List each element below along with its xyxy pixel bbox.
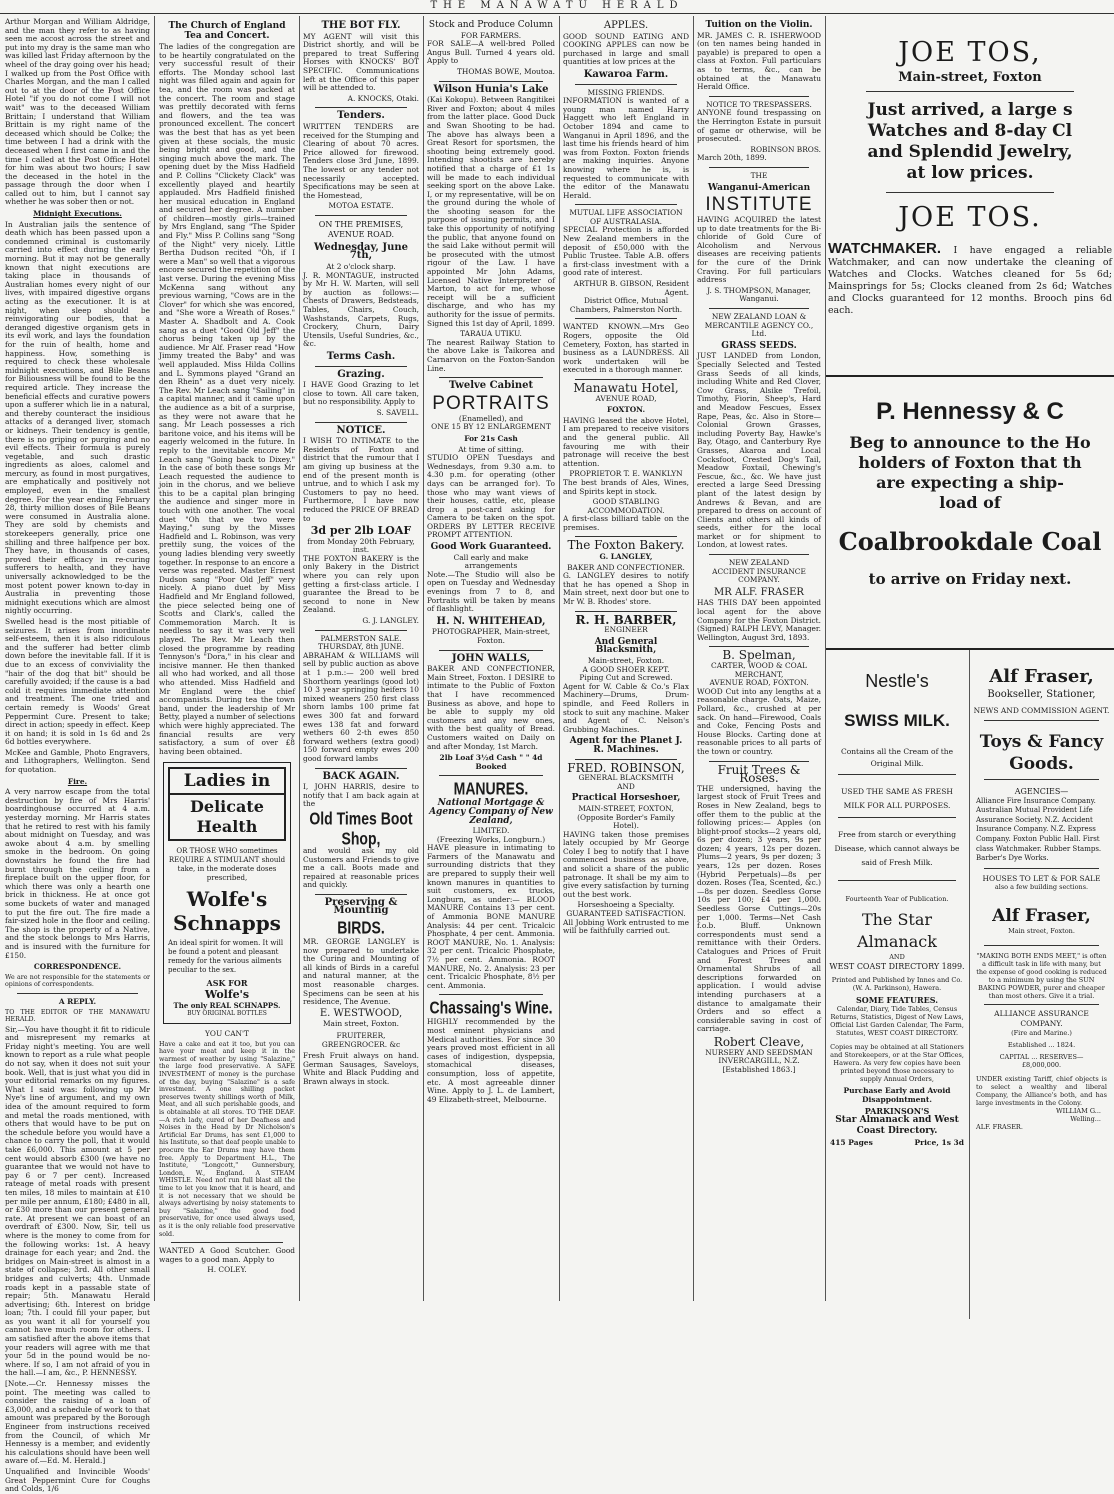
church-text: The ladies of the congregation are to be heartily congratulated on the very successful result of their efforts. The Monday school last night was filled again and again for tea, and the room was packed at the concert. The room and stage was prettily decorated with ferns and flowers, and the tea was pronounced excellent. The concert was the best that has as yet been given at these socials, the music being bright and good, and the singing much above the mark. The opening duet by the Miss Hadfield and P. Collins "Clickety Clack" was excellently played and heartily applauded. Mrs Hadfield finished her musical education in England and secured her degree. A number of children—mostly girls—trained by Mrs England, sang "The Spider and Fly." Miss P. Collins sang "Song of the Night" very nicely. Little Bertha Dudson recited "Oh, if I were a Man" so well that a vigorous encore secured the repetition of the last verse. During the evening Miss McKenna sang without any previous warning, "Cows are in the Clover" for which she was encored, and "She wore a Wreath of Roses." Master A. Shadbolt and A. Cook sang as a duet "Good Old Jeff" the chorus being taken up by the audience. Mr Alf. Fraser read "How Jimmy treated the Baby" and was well applauded. Miss Hilda Collins and L. Symmons played "Grand an den Rhein" as a duet very nicely. The Rev. Mr Leach sang "Sailing" in a capital manner, and it came upon the audience as a bit of a surprise, as they were not aware that he sang. Mr Leach possesses a rich baritone voice, and his items will be eagerly welcomed in the future. In reply to the inevitable encore Mr Leach sang "Going back to Dixey." In the case of both these songs Mr Leach requested the audience to join in the chorus, and we believe this to be a capital plan bringing the audience and singer more in touch with one another. The vocal duet "Oh that we two were Maying," sung by the Misses Hadfield and L. Robinson, was very prettily sung, the voices of the young ladies blending very sweetly together. In response to an encore a verse was repeated. Master Ernest Dudson sang "Poor Old Jeff" very nicely. A piano duet by Miss Hadfield and Mr England followed, the piece selected being one of Scotts and Clark's, called the Commemoration March. It is needless to say it was very well played. The Rev. Mr Leach then closed the programme by reading Tennyson's "Dora," in his clear and incisive manner. He then thanked all who had worked, and all those who attended. Miss Hadfield and Mr England were the chief accompanists. During tea the town band, under the leadership of Mr Betty, played a number of selections which were highly appreciated. The financial results are very satisfactory, a sum of over £8 having been obtained. xyxy=(159,42,295,756)
star-almanack-2: Star Almanack and West Coast Directory. xyxy=(835,1115,959,1137)
bookseller: Bookseller, Stationer, xyxy=(987,689,1096,700)
expecting: are expecting a ship- xyxy=(876,473,1064,492)
district-office: District Office, Mutual Chambers, Palmerston North. xyxy=(569,296,683,314)
cream-text: Contains all the Cream of the Original Milk. xyxy=(840,747,954,768)
robinson-text: HAVING taken those premises lately occupied by Mr George Coley I beg to notify that I have commenced business as above, and solicit a share of the public patronage. It shall be my aim to give every satisfaction by turning out the best work. xyxy=(563,829,689,899)
swelled-text: Swelled head is the most pitiable of seizures. It arises from inordinate self-esteem, then it is also ridiculous and the sufferer had better climb down before the inevitable fall. If it is due to an excess of conviviality the "hair of the dog that bit" should be carefully avoided; if the cause is a bad cold it requires immediate attention and treatment. The one tried and certain remedy is Woods' Great Peppermint Cure. Present to take; direct in action; speedy in effect. Keep it on hand; it is sold in 1s 6d and 2s 6d bottles everywhere. xyxy=(5,616,150,747)
houses: HOUSES TO LET & FOR SALE xyxy=(982,873,1101,883)
portraits-title: PORTRAITS xyxy=(432,392,550,414)
agencies: AGENCIES— xyxy=(1014,787,1069,796)
swiss-milk: SWISS MILK. xyxy=(844,711,950,730)
institute-title: INSTITUTE xyxy=(705,194,813,216)
ladies-title: Ladies in xyxy=(168,767,286,795)
old-times-title: Old Times Boot Shop, xyxy=(309,807,413,848)
load-of: load of xyxy=(939,493,1001,512)
used-text: USED THE SAME AS FRESH MILK FOR ALL PURPOSES. xyxy=(841,787,953,810)
march-date: March 20th, 1899. xyxy=(697,153,767,163)
manures-text: HAVE pleasure in intimating to Farmers of the Manawatu and surrounding districts that they are prepared to supply their well known manures in quantities to suit customers, ex trucks, Longburn, as under:— BLOOD MANURE Contains 13 per cent. of Ammonia BONE MANURE Analysis: 44 per cent. Tricalcic Phosphate, 4 per cent. Ammonia. ROOT MANURE, No. 1. Analysis: 32 per cent. Tricalcic Phosphate, 7½ per cent. Ammonia. ROOT MANURE, No. 2. Analysis: 23 per cent. Tricalcic Phosphate, 8½ per cent. Ammonia. xyxy=(427,843,555,990)
allwork-text: All Jobbing Work entrusted to me will be faithfully carried out. xyxy=(563,917,689,936)
the: THE xyxy=(750,170,768,180)
piping: Piping Cut and Screwed. xyxy=(579,673,673,683)
wanklyn-sig: PROPRIETOR T. E. WANKLYN xyxy=(569,469,683,479)
botfly-text: MY AGENT will visit this District shortly, and will be prepared to treat Suffering Horses with KNOCKS' BOT SPECIFIC. Communications left at the Office of this paper will be attended to. xyxy=(303,31,419,93)
notice-heading: NOTICE. xyxy=(336,424,386,436)
coley-sig: H. COLEY. xyxy=(207,1265,247,1275)
reply-to: TO THE EDITOR OF THE MANAWATU HERALD. xyxy=(5,1008,150,1024)
grazing-text: I HAVE Good Grazing to let close to town. All care taken, but no responsibility. Apply to xyxy=(303,380,419,407)
ideal-text: An ideal spirit for women. It will be found a potent and pleasant remedy for the various ailments peculiar to the sex. xyxy=(168,939,284,975)
invercargill: INVERCARGILL, N.Z. xyxy=(718,1056,800,1066)
watchmaker-block xyxy=(826,240,1114,317)
established-1824: Established ... 1824. xyxy=(1007,1041,1076,1050)
toys: Toys & Fancy Goods. xyxy=(979,732,1104,774)
wellington-sig: Welling... xyxy=(1070,1115,1101,1124)
jewelry: and Splendid Jewelry, xyxy=(867,142,1073,162)
accident-heading: ACCIDENT INSURANCE COMPANY. xyxy=(712,566,806,585)
chassaing-text: HIGHLY recommended by the most eminent physicians and Medical authorities. For since 30 years proved most efficient in all cases of indigestion, dyspepsia, stomachical diseases, consumption, loss of appetite, etc. A most agreeable dinner Wine. Apply to J. L. de Lambert, 49 Elizabeth-street, Melbourne. xyxy=(427,1017,555,1104)
grass-text: JUST LANDED from London, Specially Selected and Tested Grass Seeds of all kinds, including White and Red Clover, Cow Grass, Alsike Trefoil, Timothy, Fiorin, Sheep's, Hard and Meadow Fescues, Essex Rape, Peas, &c. Also in Store—Colonial Grown Grasses, including Poverty Bay, Hawke's Bay, Otago, and Canterbury Rye Grasses, Akaroa and Local Cocksfoot, Crested Dog's Tail, Meadow Foxtail, Chewing's Fescue, &c., &c. We have just erected a large Seed Dressing plant of the latest design by Andrews & Bevan, and are prepared to dress on account of Clients and others all kinds of seeds, either for the local market or for shipment to London, at lowest rates. xyxy=(697,351,821,550)
fourteenth: Fourteenth Year of Publication. xyxy=(845,895,949,903)
carter: CARTER, WOOD & COAL MERCHANT, xyxy=(711,661,807,679)
wanganui-american: Wanganui-American xyxy=(707,182,811,193)
nestles-title: Nestle's xyxy=(865,671,929,691)
studio-text: STUDIO OPEN Tuesdays and Wednesdays, from 9.30 a.m. to 4.30 p.m. for operating (other days can be arranged for). To those who may want views of their houses, cattle, etc, please drop a post-card asking for Camera to be taken on the spot. ORDERS BY LETTER RECEIVE PROMPT ATTENTION. xyxy=(427,453,555,540)
and-label: AND xyxy=(889,953,905,961)
apples-heading: APPLES. xyxy=(603,20,649,31)
correspondence-heading: CORRESPONDENCE. xyxy=(33,962,122,972)
west-coast: WEST COAST DIRECTORY 1899. xyxy=(829,962,965,971)
montague-text: J. R. MONTAGUE, instructed by Mr H. W. Marten, will sell by auction as follows:— Chests of Drawers, Bedsteads, Tables, Chairs, Couch, Washstands, Carpets, Rugs, Crockery, Churn, Dairy Utensils, Useful Sundries, &c., &c. xyxy=(303,270,419,349)
tenders-text: WRITTEN TENDERS are received for the Stumping and Clearing of about 70 acres. Price allowed for firewood. Tenders close 3rd June, 1899. The lowest or any tender not necessarily accepted. Specifications may be seen at the Homestead, xyxy=(303,121,419,200)
agencies-list: Alliance Fire Insurance Company. Australian Mutual Provident Life Assurance Society. N.Z. Accident Insurance Company. N.Z. Express Company. Foxton Public Hall. First class Watchmaker. Rubber Stamps. Barber's Dye Works. xyxy=(976,796,1102,863)
wolfes-title: Wolfe's xyxy=(186,887,268,912)
stimulant-text: OR THOSE WHO sometimes REQUIRE A STIMULANT should take, in the moderate doses prescribed, xyxy=(168,847,286,883)
cash-price: For 21s Cash xyxy=(464,433,518,443)
joetos-1: JOE TOS, xyxy=(898,37,1042,68)
editor-note: [Note.—Cr. Hennessy misses the point. The meeting was called to consider the raising of a loan of £3,000, and a schedule of work to that amount was prepared by the Borough Engineer from instructions received from the Council, of which Mr Hennessy is a member, and evidently his calculations should have been well aware of.—Ed. M. Herald.] xyxy=(5,1379,150,1466)
premises: ON THE PREMISES, AVENUE ROAD. xyxy=(318,219,404,239)
savell-sig: S. SAVELL. xyxy=(376,407,419,417)
fraser-heading: MR ALF. FRASER xyxy=(714,586,804,598)
health-title: Delicate Health xyxy=(168,795,286,841)
alf-fraser-2: Alf Fraser, xyxy=(992,906,1091,927)
farmers-heading: FOR FARMERS. xyxy=(460,30,522,40)
motoa-estate: MOTOA ESTATE. xyxy=(328,201,394,211)
making-ends: "MAKING BOTH ENDS MEET," is often a difficult task in life with many, but the expense of good cooking is reduced to a minimum by using the SUN BAKING POWDER, purer and cheaper than most others. Give it a trial. xyxy=(976,952,1107,1001)
and: AND xyxy=(617,781,635,791)
good-work: Good Work Guaranteed. xyxy=(430,542,552,553)
foxton-heading: FOXTON. xyxy=(606,405,646,415)
birds-title: BIRDS. xyxy=(337,917,385,938)
stock-heading: Stock and Produce Column xyxy=(428,20,554,30)
watchmaker-label: WATCHMAKER. xyxy=(828,240,942,257)
isherwood-text: MR. JAMES C. R. ISHERWOOD (on ten names being handed in payable) is prepared to open a class at Foxton. Full particulars as to terms, &c., can be obtained at the Manawatu Herald Office. xyxy=(697,30,821,92)
institute-text: HAVING ACQUIRED the latest up to date treatments for the Bi-chloride of Gold Cure of Alcoholism and Nervous diseases are receiving patients for the cure of the Drink Craving. For full particulars address xyxy=(697,215,821,285)
established: [Established 1863.] xyxy=(722,1064,796,1074)
fresh-text: Fresh Fruit always on hand. German Sausages, Saveloys, White and Black Pudding and Brawn always in stock. xyxy=(303,1051,419,1086)
midnight-text: In Australian jails the sentence of death which has been passed upon a condemned criminal is customarily carried into effect during the early morning. But it may not be generally known that night executions are taking place in thousands of Australian homes every night of our lives, with impaired digestive organs acting as the executioner. It is at night, when sleep should be reinvigorating our bodies, that a deranged digestive organism gets in its evil work, and lays the foundation for the ruin of health, home and happiness. How, something is required to check these wholesale midnight executions, and Bile Beans for Biliousness will be found to be the required article. They increase the beneficial effects and curative powers upon a sufferer which lie in a natural, and thereby counteract the insidious attacks of a deranged liver, stomach or kidneys. Their tendency is gentle, there is no griping or purging and no evil effects. Their formula is purely vegetable, and such drastic ingredients as aloes, calomel and mercury, as found in most purgatives, are emphatically and positively not employed, even in the smallest degree. For the year ending February 28, thirty million doses of Bile Beans were consumed in Australia alone. They are sold by chemists and storekeepers generally, price one shilling and three halfpence per box. They have, in thousands of cases, proved their efficacy in re-curing sufferers to health, and they have universally acknowledged to be the most potent power known to-day in Australia in preventing those midnight executions which are almost nightly occurring. xyxy=(5,219,150,616)
alf-fraser-name: Alf Fraser, xyxy=(989,666,1094,687)
fraser-mainst: Main street, Foxton. xyxy=(1008,927,1075,936)
whitehead-name: H. N. WHITEHEAD, xyxy=(436,615,546,627)
horseshoer: Practical Horseshoer, xyxy=(571,793,681,804)
studio-note: Note.—The Studio will also be open on Tuesday and Wednesday evenings from 7 to 8, and Portraits will be taken by means of flashlight. xyxy=(427,569,555,614)
fire-marine: (Fire and Marine.) xyxy=(1011,1029,1072,1038)
langley-text: G. LANGLEY desires to notify that he has opened a Shop in Main street, next door but one to Mr W. B. Rhodes' store. xyxy=(563,571,689,607)
just-arrived: Just arrived, a large s xyxy=(867,100,1073,120)
barber-name: R. H. BARBER, xyxy=(575,612,677,627)
tuition-heading: Tuition on the Violin. xyxy=(705,20,813,30)
missing-heading: MISSING FRIENDS. xyxy=(587,87,665,97)
holders: holders of Foxton that th xyxy=(858,453,1082,472)
ask-for: ASK FOR xyxy=(206,978,248,989)
fire-text: A very narrow escape from the total destruction by fire of Mrs Harris' boardinghouse occurred at 4 a.m. yesterday morning. Mr Harris states that he retired to rest with his family about midnight on Tuesday, and was awoke about 4 a.m. by smelling smoke in the bedroom. On going downstairs he found the fire had burnt through the ceiling from a fireplace built on the upper floor, for which there was only a hearth one brick in thickness. He at once got some buckets of water and managed to put the fire out. The fire made a fair-sized hole in the floor and ceiling. The shop is the property of a Native, and the stock belongs to Mrs Harris, and is insured with the furniture for £150. xyxy=(5,787,150,960)
column-7 xyxy=(826,18,1114,1301)
apples-text: GOOD SOUND EATING AND COOKING APPLES can now be purchased in large and small quantities at low prices at the xyxy=(563,31,689,67)
forsale-text: FOR SALE—A well-bred Polled Angus Bull. Turned 4 years old. Apply to xyxy=(427,39,555,66)
printed: Printed and Published by Innes and Co. (W. A. Parkinson), Hawera. xyxy=(831,976,963,992)
correspondence-note: We are not responsible for the statements or opinions of correspondents. xyxy=(5,973,150,989)
twelve-cabinet: Twelve Cabinet xyxy=(448,380,534,392)
friday-next: to arrive on Friday next. xyxy=(868,570,1072,588)
church-heading: The Church of England Tea and Concert. xyxy=(168,21,286,41)
mainst2: MAIN-STREET, FOXTON, (Opposite Border's Family Hotel). xyxy=(577,803,675,831)
tenders-heading: Tenders. xyxy=(337,110,385,122)
inquest-text: Arthur Morgan and William Aldridge, and the man they refer to as having seen me accost across the street and put into my dray is the same man who was killed last Friday afternoon by the wheel of the dray going over his head; I walked up from the Post Office with Charles Morgan, and the man I called out to at the door of the Post Office Hotel "if you do not come I will not wait" was to the deceased William Brittain; I understand that William Brittain is my right name of the deceased which should be Colke; the time between I had a drink with the deceased when I first came in and the time I called at the Post Office Hotel for him was about two hours; I saw the deceased in the hotel in the passage through the door when I called out to him, but I cannot say whether he was sober then or not. xyxy=(5,17,150,207)
kawaroa-farm: Kawaroa Farm. xyxy=(583,68,669,80)
capital: CAPITAL ... RESERVES— xyxy=(999,1053,1084,1062)
mainst: Main-street, Foxton. xyxy=(587,656,665,665)
blacksmith: And General Blacksmith, xyxy=(594,636,658,656)
freezing-works: (Freezing Works, Longburn.) xyxy=(436,834,546,844)
column-5 xyxy=(560,18,692,1301)
joetos-mainst: Main-street, Foxton xyxy=(898,70,1042,85)
cleave-name: Robert Cleave, xyxy=(713,1034,805,1049)
peppermint-ad: Unqualified and Invincible Woods' Great Peppermint Cure for Coughs and Colds, 1/6 xyxy=(5,1466,150,1494)
buy-original: BUY ORIGINAL BOTTLES xyxy=(187,1010,267,1018)
photographer: PHOTOGRAPHER, Main-street, Foxton. xyxy=(431,627,551,645)
trespass-heading: NOTICE TO TRESPASSERS. xyxy=(706,99,812,109)
scutcher-wanted: WANTED A Good Scutcher. Good wages to a good man. Apply to xyxy=(159,1246,295,1264)
beg-announce: Beg to announce to the Ho xyxy=(849,433,1091,452)
palmerston-sale: PALMERSTON SALE. xyxy=(320,633,402,643)
thompson-sig: J. S. THOMPSON, Manager, Wanganui. xyxy=(707,285,811,304)
billiard-text: A first-class billiard table on the premises. xyxy=(563,514,689,532)
column-6 xyxy=(694,18,824,1301)
free-text: Free from starch or everything Disease, which cannot always be said of Fresh Milk. xyxy=(834,830,960,867)
walls-heading: JOHN WALLS, xyxy=(451,652,531,664)
news-agent: NEWS AND COMMISSION AGENT. xyxy=(973,706,1110,715)
alliance-heading: ALLIANCE ASSURANCE COMPANY. xyxy=(994,1009,1089,1029)
fraser-ad xyxy=(972,666,1111,1131)
nursery: NURSERY AND SEEDSMAN xyxy=(705,1047,813,1057)
some-features: SOME FEATURES. xyxy=(856,995,938,1005)
fire-heading: Fire. xyxy=(67,776,88,786)
low-prices: at low prices. xyxy=(906,163,1034,183)
railway-text: The nearest Railway Station to the above Lake is Taikorea and Carnarvon on the Foxton-Sandon Line. xyxy=(427,337,555,373)
avenue-road: AVENUE ROAD, xyxy=(595,393,657,403)
cant-heading: YOU CAN'T xyxy=(205,1029,249,1039)
general-blacksmith: GENERAL BLACKSMITH xyxy=(578,773,674,783)
walls-text: BAKER AND CONFECTIONER, Main Street, Foxton. I DESIRE to intimate to the Public of Foxton that I have recommenced Business as above, and hope to be able to supply my old customers and any new ones, with the best quality of Bread. Customers waited on Daily on and after Monday, 1st March. xyxy=(427,664,555,751)
enlargement: ONE 15 BY 12 ENLARGEMENT xyxy=(431,422,551,432)
abraham-text: ABRAHAM & WILLIAMS will sell by public auction as above at 1 p.m.:— 200 well bred Shorthorn yearlings (good lot) 10 3 year springing heifers 10 mixed weaners 250 first class shorn lambs 100 prime fat ewes 300 fat and forward ewes 138 fat and forward wethers 60 2-th ewes 850 forward wethers (extra good) 150 forward empty ewes 200 good forward lambs xyxy=(303,650,419,763)
features-text: Calendar, Diary, Tide Tables, Census Returns, Statistics, Digest of New Laws, Official List Garden Calendar, The Farm, Statutes, WEST COAST DIRECTORY. xyxy=(830,1004,964,1037)
loaf-price: 2lb Loaf 3½d Cash " " 4d Booked xyxy=(439,753,543,771)
price-row xyxy=(826,1137,968,1150)
agent-text: Agent for W. Cable & Co.'s Flax Machinery—Drums, Drum-spindle, and Feed Rollers in stock to suit any machine. Maker and Agent of C. Nelson's Grubbing Machines. xyxy=(563,681,689,734)
horseshoeing: Horseshoeing a Specialty. xyxy=(577,900,675,910)
planet-agent: Agent for the Planet J. R. Machines. xyxy=(569,736,683,755)
foxton-bakery: The Foxton Bakery. xyxy=(567,538,685,553)
westwood-name: E. WESTWOOD, xyxy=(319,1007,403,1019)
masthead: THE MANAWATU HERALD xyxy=(0,0,1114,14)
notice-text: I WISH TO INTIMATE to the Residents of Foxton and district that the rumour that I am giving up business at the end of the present month is untrue, and to which I ask my Customers to pay no heed. Furthermore, I have now reduced the PRICE OF BREAD to xyxy=(303,436,419,523)
enamelled: (Enamelled), and xyxy=(458,413,524,423)
mckee-text: McKee and Gamble, Photo Engravers, and Lithographers, Wellington. Send for quotation. xyxy=(5,747,150,775)
botfly-heading: THE BOT FLY. xyxy=(321,20,401,31)
laundress-text: WANTED KNOWN.—Mrs Geo Rogers, opposite the Old Cemetery, Foxton, has started in business as a LAUNDRESS. All work undertaken will be executed in a thorough manner. xyxy=(563,322,689,375)
midnight-heading: Midnight Executions. xyxy=(33,209,122,219)
baker-conf: BAKER AND CONFECTIONER. xyxy=(567,562,685,572)
fruit-trees: Fruit Trees & Roses. xyxy=(717,762,801,786)
terms-cash: Terms Cash. xyxy=(326,351,396,362)
star-almanack: The Star Almanack xyxy=(857,910,937,951)
robinson-bros: ROBINSON BROS. xyxy=(750,144,821,154)
call-early: Call early and make arrangements xyxy=(453,552,529,571)
guaranteed: GUARANTEED SATISFACTION. xyxy=(566,909,686,919)
under-text: UNDER existing Tariff, chief objects is to select a wealthy and liberal Company, the Alliance's both, and has large investments in the Colony. xyxy=(976,1075,1107,1108)
schnapps-title: Schnapps xyxy=(173,911,281,936)
engineer: ENGINEER xyxy=(604,625,648,635)
grass-seeds: GRASS SEEDS. xyxy=(721,340,797,351)
robinson-name: FRED. ROBINSON, xyxy=(567,760,685,775)
bakery-text: THE FOXTON BAKERY is the only Bakery in the District where you can rely upon getting a first-class article. I guarantee the Bread to be second to none in New Zealand. xyxy=(303,553,419,615)
trees-text: THE undersigned, having the largest stock of Fruit Trees and Roses in New Zealand, begs to offer them to the public at the following prices:— Apples (on blight-proof stocks—2 years old, 6s per dozen; 3 years, 9s per dozen; 4 years, 12s per dozen. Plums—2 years, 9s per dozen; 3 years, 12s per dozen. Roses (Hybrid Perpetuals)—8s per dozen. Roses (Tea, Scented, &c.)—8s per dozen. Seedless Gorse 10s per 100; £4 per 1,000. Seedless Gorse Cuttings—20s per 1,000. Terms—Net Cash f.o.b. Bluff. Unknown correspondents must send a remittance with their Orders. Catalogues and Prices of Fruit and Forest Trees and Ornamental Shrubs of all descriptions forwarded on application. I would advise intending purchasers at a distance to amalgamate their Orders and so effect a considerable saving in cost of carriage. xyxy=(697,783,821,1034)
coalbrookdale: Coalbrookdale Coal xyxy=(838,527,1102,556)
nzloan-heading: NEW ZEALAND LOAN & MERCANTILE AGENCY CO., Ltd. xyxy=(704,312,814,339)
manures-heading: MANURES. xyxy=(453,778,529,799)
wednesday-time: At 2 o'clock sharp. xyxy=(326,262,396,272)
bread-price: 3d per 2lb LOAF xyxy=(310,524,412,538)
gibson-sig: ARTHUR B. GIBSON, Resident Agent. xyxy=(573,279,689,297)
bread-date: from Monday 20th February, inst. xyxy=(307,536,415,555)
manawatu-hotel: Manawatu Hotel, xyxy=(573,380,679,395)
mutual-heading: MUTUAL LIFE ASSOCIATION OF AUSTRALASIA. xyxy=(569,208,683,226)
parkinsons: PARKINSON'S xyxy=(864,1105,930,1116)
reply-heading: A REPLY. xyxy=(58,996,97,1006)
national-mortgage: National Mortgage & Agency Company of New Zealand, xyxy=(429,798,553,826)
spelman-text: WOOD Cut into any lengths at a reasonable charge. Oats, Maize, Pollard, &c., crushed at per sack. On hand—Firewood, Coals and Coke, Fencing Posts and House Blocks. Carting done at reasonable prices to all parts of the town or country. xyxy=(697,686,821,756)
column-4 xyxy=(424,18,558,1301)
wolfes-schnapps-ad xyxy=(163,762,291,1024)
reply-text: Sir,—You have thought it fit to ridicule and misrepresent my remarks at Friday night's meeting. You are well known to report as a rule what people do not say, when it does not suit your book. Well, that is just what you did in your editorial remarks on my figures. What I said was: following up Mr Nye's line of argument, and my own idea of the amount required to form and metal the roads mentioned, with others that would have to be put on the schedule before you would have a chance to carry the poll, that it would take £6,000. This amount at 5 per cent would absorb £300 (we have no guarantee that we would not have to pay 6 or 7 per cent). Increased rateage of metal roads with present ten miles, 18 miles to maintain at £10 per mile per annum, £180; £480 in all, or £30 more than our present general rate. At present we can boast of an overdraft of £300. Now, Sir, tell us where is the money to come from for the following works: 1st. A heavy drainage for each year; and 2nd. the bridges on Main-street is almost in a state of collapse; 3rd. All other small bridges and culverts; 4th. Unmade roads kept in a passable state of repair; 5th. Manawatu Herald advertising; 6th. Interest on bridge loan; 7th. I could fill your paper, but as you want it all for yourself you cannot have much room for others. I am satisfied after the above items that your readers will agree with me that your 5d in the pound would be no-where. If so, I am not afraid of you in the hall.—I am, &c., P. HENNESSY. xyxy=(5,1024,150,1378)
ales-text: The best brands of Ales, Wines, and Spirits kept in stock. xyxy=(563,477,689,496)
wilson-heading: Wilson Hunia's Lake xyxy=(433,83,549,95)
back-text: I, JOHN HARRIS, desire to notify that I am back again at the xyxy=(303,782,419,809)
sections: also a few building sections. xyxy=(994,883,1089,892)
sitting: At time of sitting. xyxy=(458,444,524,454)
birds-text: MR. GEORGE LANGLEY is now prepared to undertake the Curing and Mounting of all kinds of Birds in a careful and natural manner, at the most reasonable charges. Specimens can be seen at his residence, The Avenue. xyxy=(303,937,419,1007)
back-heading: BACK AGAIN. xyxy=(322,770,400,782)
limited: LIMITED. xyxy=(472,826,510,836)
fraser-text: HAS THIS DAY been appointed local agent for the above Company for the Foxton District. (Signed) RALPH LEVY, Manager. Wellington, August 3rd, 1893. xyxy=(697,598,821,642)
wilson-text: (Kai Kokopu). Between Rangitikei River and Foxton; about 4 miles from the latter place. Good Duck and Swan Shooting to be had. The above has always been a Great Resort for sportsmen, the shooting being extremely good. Intending shootists are hereby notified that a charge of £1 1s will be made to each individual seeking sport on the above Lake. I, or my representative, will be on the ground during the whole of the shooting season for the purpose of issuing permits, and I take this opportunity of notifying the public, that anyone found on the said Lake without permit will be prosecuted with the utmost rigour of the Law. I have appointed Mr John Adams, Licensed Native Interpreter of Marton, to act for me, whose receipt will be a sufficient discharge, and who has my authority for the issue of permits. Signed this 1st day of April, 1899. xyxy=(427,95,555,328)
glangley-name: G. LANGLEY, xyxy=(599,552,653,562)
fruiterer: FRUITERER, GREENGROCER. &c xyxy=(321,1031,401,1049)
watches: Watches and 8-day Cl xyxy=(867,121,1073,141)
reserves: £8,000,000. xyxy=(1021,1061,1062,1070)
purchase-early: Purchase Early and Avoid Disappointment. xyxy=(843,1085,951,1104)
grazing-heading: Grazing. xyxy=(337,368,385,380)
column-2 xyxy=(156,18,298,1301)
column-3 xyxy=(300,18,422,1301)
spelman-address: AVENUE ROAD, FOXTON. xyxy=(709,678,809,688)
cant-text: Have a cake and eat it too, but you can have your meat and keep it in the warmest of weather by using "Salazine," the large food preservative. A SAFE INVESTMENT of money is the purchase of the day, buying "Salazine" is a safe investment. A one shilling packet preserves twenty shillings worth of Milk, Meat, and all such perishable goods, and is obtainable at all stores. TO THE DEAF.—A rich lady, cured of her Deafness and Noises in the Head by Dr Nicholson's Artificial Ear Drums, has sent £1,000 to his Institute, so that deaf people unable to procure the Ear Drums may have them free. Apply to Department H.L., The Institute, "Longcott," Gunnersbury, London, W., England. A STEAM WHISTLE. Need not run full blast all the time to let you know that it is heard, and it is not necessary that we should be always advertising by noisy statements to buy "Salazine," the good food preservative, for once used always used, as it is the only reliable food preservative sold. xyxy=(159,1040,295,1238)
alf-fraser-sig: ALF. FRASER. xyxy=(976,1123,1023,1132)
william-sig: WILLIAM G... xyxy=(1055,1107,1101,1116)
preserving-heading: Preserving & Mounting xyxy=(324,896,398,917)
langley-sig: G. J. LANGLEY. xyxy=(362,616,419,626)
stabling: GOOD STABLING ACCOMMODATION. xyxy=(587,497,665,515)
mutual-text: SPECIAL Protection is afforded New Zealand members in the deposit of £50,000 with the Public Trustee. Table A.B. offers a first-class investment with a good rate of interest. xyxy=(563,225,689,278)
back-text-2: and would ask my old Customers and Friends to give me a call. Boots made and repaired at reasonable prices and quickly. xyxy=(303,845,419,890)
bowe-sig: THOMAS BOWE, Moutoa. xyxy=(456,66,555,76)
westwood-address: Main street, Foxton. xyxy=(322,1019,400,1029)
price: Price, 1s 3d xyxy=(914,1138,964,1148)
trespass-text: ANYONE found trespassing on the Herrington Estate in pursuit of game or otherwise, will be prosecuted. xyxy=(697,108,821,144)
nz-heading: NEW ZEALAND xyxy=(728,558,790,568)
shoer: A GOOD SHOER KEPT. xyxy=(582,664,670,674)
wednesday-heading: Wednesday, June 7th, xyxy=(314,241,408,262)
missing-text: INFORMATION is wanted of a young man named Harry Haggett who left England in October 1894 and came to Wanganui in April 1896, and the last time his friends heard of him was from Foxton. Foxton friends are making inquiries. Anyone knowing where he is, is requested to communicate with the editor of the Manawatu Herald. xyxy=(563,96,689,200)
botfly-sig: A. KNOCKS, Otaki. xyxy=(347,93,419,103)
chassaing-heading: Chassaing's Wine. xyxy=(429,997,553,1018)
wolfes-small: Wolfe's xyxy=(204,987,250,1001)
nestles-ad xyxy=(826,670,968,1150)
hennessy-name: P. Hennessy & C xyxy=(876,398,1064,425)
taraua-sig: TARAUA UTIKU. xyxy=(460,329,522,339)
watchmaker-text: I have engaged a reliable Watchmaker, and can now undertake the cleaning of Watches and Clocks. Watches cleaned for 5s 6d; Mainsprings for 5s; Clocks cleaned from 2s 6d; Watches and Clocks guaranteed for 12 months. Brooch pins 6d each. xyxy=(828,245,1113,316)
joetos-2: JOE TOS. xyxy=(898,202,1042,233)
hotel-text: HAVING leased the above Hotel, I am prepared to receive visitors and the general public. All favouring me with their patronage will receive the best attention. xyxy=(563,415,689,468)
only-real: The only REAL SCHNAPPS. xyxy=(173,1000,281,1010)
column-1 xyxy=(2,17,153,1494)
thursday-sale: THURSDAY, 8th JUNE. xyxy=(317,642,404,652)
pages: 415 Pages xyxy=(830,1138,873,1148)
spelman-name: B. Spelman, xyxy=(722,648,796,663)
copies-text: Copies may be obtained at all Stationers and Storekeepers, or at the Star Offices, Hawera. As very few copies have been printed beyond those necessary to supply Annual Orders, xyxy=(830,1042,964,1083)
